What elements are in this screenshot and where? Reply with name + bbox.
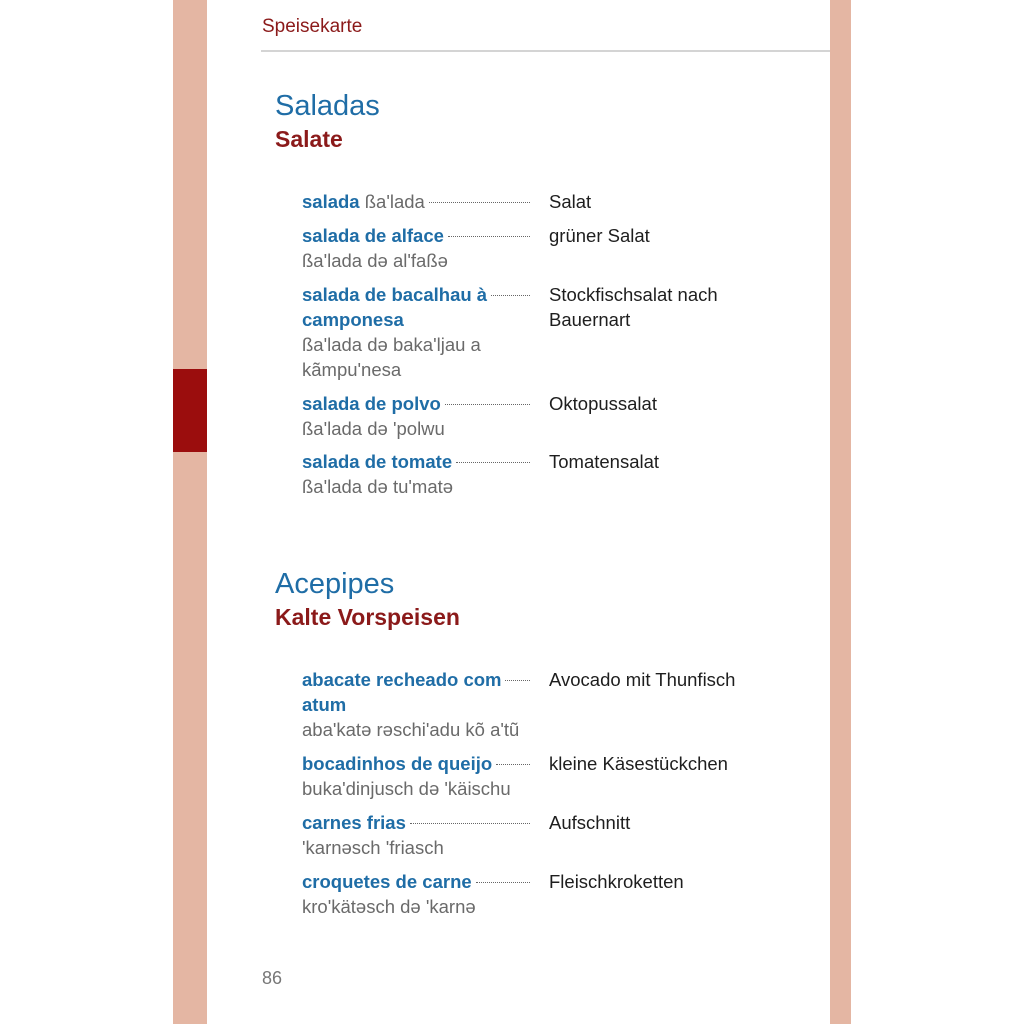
entry-translation: kleine Käsestückchen — [549, 753, 728, 774]
entry-term: salada de alface — [302, 225, 444, 246]
entry-translation: Stockfischsalat nach — [549, 284, 718, 305]
entry-pronunciation: ßa'lada də baka'ljau a — [302, 334, 481, 355]
entry-translation: Aufschnitt — [549, 812, 631, 833]
entry-pronunciation: 'karnəsch 'friasch — [302, 837, 444, 858]
entry-term: salada de bacalhau à — [302, 284, 488, 305]
entry-pronunciation: ßa'lada də tu'matə — [302, 476, 454, 497]
entry-term: carnes frias — [302, 812, 406, 833]
running-head: Speisekarte — [262, 16, 363, 37]
entry-term: salada de tomate — [302, 451, 453, 472]
chapter-tab-marker — [173, 369, 207, 452]
entry-translation-continued: Bauernart — [549, 309, 631, 330]
entry-term: bocadinhos de queijo — [302, 753, 493, 774]
entry-pronunciation: ßa'lada də 'polwu — [302, 418, 445, 439]
leader-dots — [445, 404, 530, 405]
header-rule — [261, 50, 830, 52]
section-subtitle: Kalte Vorspeisen — [275, 604, 460, 630]
entry-translation: Oktopussalat — [549, 393, 657, 414]
entry-term: salada de polvo — [302, 393, 441, 414]
leader-dots — [496, 764, 530, 765]
left-margin-band — [173, 0, 207, 1024]
entry-translation: Tomatensalat — [549, 451, 660, 472]
entry-term-continued: camponesa — [302, 309, 404, 330]
section-title: Acepipes — [275, 568, 395, 600]
entry-pronunciation: ßa'lada də al'faßə — [302, 250, 448, 271]
entry-term: abacate recheado com — [302, 669, 502, 690]
leader-dots — [448, 236, 530, 237]
entry-translation: grüner Salat — [549, 225, 650, 246]
entry-pronunciation: ßa'lada — [364, 191, 425, 212]
right-margin-band — [830, 0, 851, 1024]
entry-translation: Salat — [549, 191, 592, 212]
entry-term-continued: atum — [302, 694, 347, 715]
leader-dots — [505, 680, 530, 681]
leader-dots — [410, 823, 530, 824]
entry-pronunciation: kro'kätəsch də 'karnə — [302, 896, 476, 917]
entry-translation: Fleischkroketten — [549, 871, 684, 892]
entry-translation: Avocado mit Thunfisch — [549, 669, 736, 690]
section-subtitle: Salate — [275, 126, 343, 152]
section-heading-saladas — [275, 89, 815, 154]
leader-dots — [429, 202, 530, 203]
entry-term: croquetes de carne — [302, 871, 472, 892]
entry-pronunciation: buka'dinjusch də 'käischu — [302, 778, 511, 799]
leader-dots — [491, 295, 530, 296]
entry-pronunciation-continued: kãmpu'nesa — [302, 359, 402, 380]
entry-pronunciation: aba'katə rəschi'adu kõ a'tũ — [302, 719, 520, 740]
leader-dots — [476, 882, 530, 883]
leader-dots — [456, 462, 530, 463]
page-number: 86 — [262, 968, 283, 988]
section-title: Saladas — [275, 90, 380, 122]
entry-term: salada — [302, 191, 360, 212]
section-heading-acepipes — [275, 567, 815, 632]
